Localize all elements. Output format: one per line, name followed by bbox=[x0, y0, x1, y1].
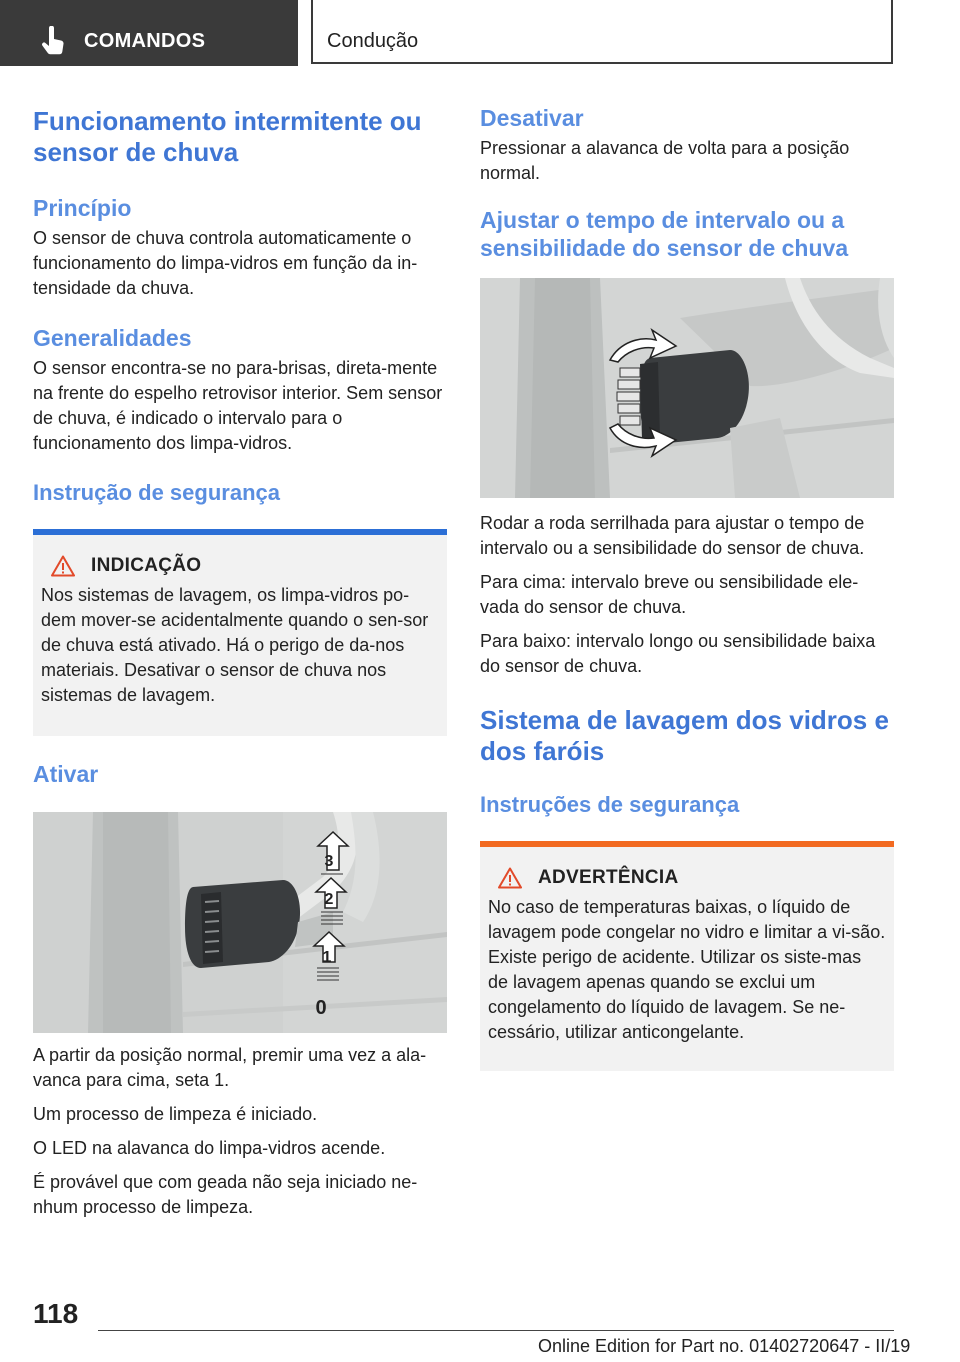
washer-title: Sistema de lavagem dos vidros e dos faróis bbox=[480, 705, 889, 766]
position-label-1: 1 bbox=[322, 949, 332, 966]
position-label-0: 0 bbox=[315, 997, 327, 1019]
activate-figure bbox=[33, 812, 447, 1033]
activate-text-1: A partir da posição normal, premir uma vez a ala-vanca para cima, seta 1. bbox=[33, 1045, 427, 1090]
deactivate-text: Pressionar a alavanca de volta para a posição normal. bbox=[480, 138, 850, 183]
activate-text-2: Um processo de limpeza é iniciado. bbox=[33, 1104, 318, 1124]
wiper-stalk-illustration bbox=[33, 812, 447, 1033]
warning-box bbox=[480, 841, 894, 1071]
adjust-text-2: Para cima: intervalo breve ou sensibilidade ele-vada do sensor de chuva. bbox=[480, 572, 859, 617]
chapter-tab bbox=[0, 0, 298, 66]
general-heading: Generalidades bbox=[33, 325, 192, 351]
left-column bbox=[33, 100, 447, 1220]
wiper-wheel-illustration bbox=[480, 278, 894, 498]
warning-triangle-icon bbox=[498, 867, 522, 889]
edition-note: Online Edition for Part no. 01402720647 - II/19 bbox=[538, 1336, 911, 1356]
position-label-3: 3 bbox=[324, 853, 334, 870]
adjust-heading: Ajustar o tempo de intervalo ou a sensibilidade do sensor de chuva bbox=[480, 207, 849, 261]
warning-text: No caso de temperaturas baixas, o líquido de lavagem pode congelar no vidro e limitar a vi-são. Existe perigo de acidente. Utilizar os siste-mas de lavagem apenas quando se exclui um congelamento do líquido de lavagem. Se ne-cessário, utilizar anticongelante. bbox=[488, 897, 886, 1042]
section-header bbox=[311, 0, 893, 64]
right-column bbox=[480, 100, 894, 1071]
adjust-figure bbox=[480, 278, 894, 498]
activate-text-4: É provável que com geada não seja iniciado ne-nhum processo de limpeza. bbox=[33, 1172, 418, 1217]
position-label-2: 2 bbox=[324, 891, 334, 908]
notice-text: Nos sistemas de lavagem, os limpa-vidros po-dem mover-se acidentalmente quando o sen-sor de chuva está ativado. Há o perigo de da-nos materiais. Desativar o sensor de chuva nos sistemas de lavagem. bbox=[41, 585, 429, 705]
activate-text-3: O LED na alavanca do limpa-vidros acende. bbox=[33, 1138, 386, 1158]
pointing-hand-icon bbox=[38, 26, 68, 56]
deactivate-heading: Desativar bbox=[480, 105, 584, 131]
warning-triangle-icon bbox=[51, 555, 75, 577]
activate-heading: Ativar bbox=[33, 761, 99, 787]
notice-label: INDICAÇÃO bbox=[91, 555, 202, 576]
washer-safety-heading: Instruções de segurança bbox=[480, 792, 740, 817]
safety-heading: Instrução de segurança bbox=[33, 480, 280, 505]
adjust-text-3: Para baixo: intervalo longo ou sensibilidade baixa do sensor de chuva. bbox=[480, 631, 876, 676]
section-label: Condução bbox=[327, 30, 419, 52]
general-text: O sensor encontra-se no para-brisas, direta-mente na frente do espelho retrovisor interior. Sem sensor de chuva, é indicado o intervalo para o funcionamento dos limpa-vidros. bbox=[33, 358, 443, 453]
warning-label: ADVERTÊNCIA bbox=[538, 867, 679, 888]
footer-divider bbox=[98, 1330, 894, 1331]
chapter-label: COMANDOS bbox=[84, 30, 206, 52]
principle-heading: Princípio bbox=[33, 195, 132, 221]
section-title: Funcionamento intermitente ou sensor de chuva bbox=[33, 106, 422, 167]
notice-box bbox=[33, 529, 447, 736]
page-number: 118 bbox=[33, 1298, 79, 1329]
adjust-text-1: Rodar a roda serrilhada para ajustar o tempo de intervalo ou a sensibilidade do sensor de chuva. bbox=[480, 513, 865, 558]
principle-text: O sensor de chuva controla automaticamente o funcionamento do limpa-vidros em função da in-tensidade da chuva. bbox=[33, 228, 418, 298]
